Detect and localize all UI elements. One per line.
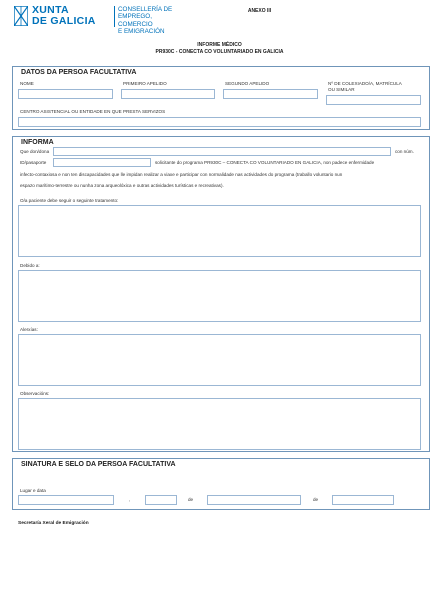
input-dia[interactable] xyxy=(145,495,177,505)
section-signature-title: SINATURA E SELO DA PERSOA FACULTATIVA xyxy=(21,461,176,468)
label-segundo-apelido: SEGUNDO APELIDO xyxy=(225,81,270,86)
input-ano[interactable] xyxy=(332,495,394,505)
input-nome[interactable] xyxy=(18,89,113,99)
textarea-observacions[interactable] xyxy=(18,398,421,450)
label-colexiado-line-1: Nº DE COLEXIADO/A, MATRÍCULA xyxy=(328,81,402,86)
input-mes[interactable] xyxy=(207,495,301,505)
title-line-2: PR930C - CONECTA CO VOLUNTARIADO EN GALICIA xyxy=(155,49,284,55)
label-nome: NOME xyxy=(20,81,34,86)
de-separator-1: de xyxy=(188,497,194,502)
informa-line-3: espazo marítimo-terrestre ou nunha zona arqueolóxica e outras actividades turísticas e recreativas). xyxy=(20,183,224,188)
id-pasaporte-label: ID/pasaporte xyxy=(20,160,47,165)
footer-secretaria: Secretaría Xeral de Emigración xyxy=(18,521,89,526)
annex-label: ANEXO III xyxy=(247,8,272,14)
label-observacions: Observacións: xyxy=(20,391,50,396)
dept-line-1: CONSELLERÍA DE xyxy=(118,6,173,13)
label-primeiro-apelido: PRIMEIRO APELIDO xyxy=(123,81,167,86)
section-informa-title: INFORMA xyxy=(21,139,54,146)
input-id-pasaporte[interactable] xyxy=(53,158,151,167)
logo-line-1: XUNTA xyxy=(32,4,69,16)
con-num-label: con núm. xyxy=(395,149,414,154)
input-colexiado[interactable] xyxy=(326,95,421,105)
input-nome-paciente[interactable] xyxy=(53,147,391,156)
input-primeiro-apelido[interactable] xyxy=(121,89,215,99)
informa-line-2: infecto-contaxiosa e non ten discapacidades que lle impidan realizar a viaxe e participar con normalidade nas actividades do programa (traballo voluntario nun xyxy=(20,172,343,177)
solicitante-text: solicitante do programa PR930C – CONECTA CO VOLUNTARIADO EN GALICIA, non padece enfermidade xyxy=(155,160,375,165)
label-centro: CENTRO ASISTENCIAL OU ENTIDADE EN QUE PRESTA SERVIZOS xyxy=(20,109,166,114)
section-doctor-title: DATOS DA PERSOA FACULTATIVA xyxy=(21,69,137,76)
section-doctor-data xyxy=(12,66,430,130)
logo-line-2: DE GALICIA xyxy=(32,15,96,27)
dept-line-3: E EMIGRACIÓN xyxy=(118,27,165,35)
section-informa xyxy=(12,136,430,452)
input-centro[interactable] xyxy=(18,117,421,127)
label-alerxias: Alerxías: xyxy=(20,327,38,332)
section-signature xyxy=(12,458,430,510)
input-lugar[interactable] xyxy=(18,495,114,505)
label-tratamento: O/a paciente debe seguir o seguinte tratamento: xyxy=(20,198,119,203)
label-lugar-data: Lugar e data xyxy=(20,488,46,493)
input-segundo-apelido[interactable] xyxy=(223,89,318,99)
document-title xyxy=(0,42,439,56)
dept-line-2: EMPREGO, COMERCIO xyxy=(118,13,153,28)
textarea-tratamento[interactable] xyxy=(18,205,421,257)
label-debido: Debido a: xyxy=(20,263,40,268)
textarea-alerxias[interactable] xyxy=(18,334,421,386)
que-dona-label: Que don/dona xyxy=(20,149,50,154)
label-colexiado xyxy=(328,81,402,92)
label-colexiado-line-2: OU SIMILAR xyxy=(328,86,355,92)
comma-separator: , xyxy=(129,497,131,502)
de-separator-2: de xyxy=(313,497,319,502)
title-line-1: INFORME MÉDICO xyxy=(197,42,242,48)
textarea-debido[interactable] xyxy=(18,270,421,322)
